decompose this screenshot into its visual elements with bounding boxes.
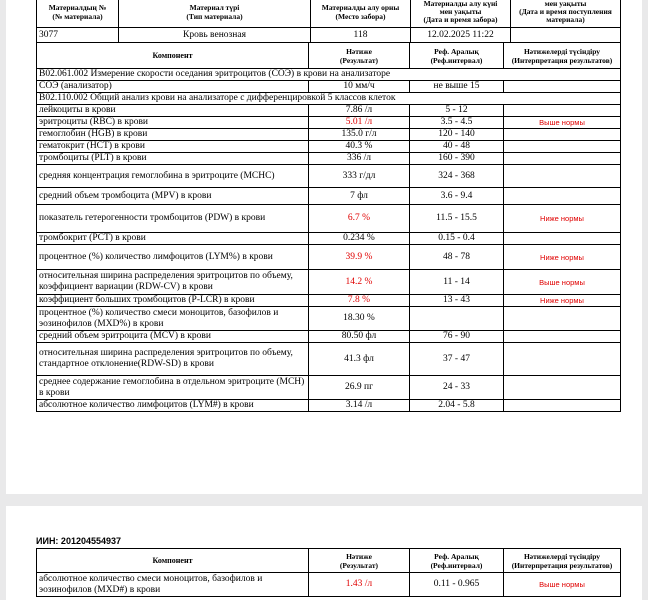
result-row: [37, 343, 621, 376]
component-name: показатель гетерогенности тромбоцитов (PDW) в крови: [37, 205, 309, 233]
result-row: [37, 233, 621, 245]
result-row: [37, 400, 621, 412]
sample-type: Кровь венозная: [119, 28, 311, 43]
result-row: [37, 295, 621, 307]
reference-range: 11.5 - 15.5: [410, 205, 504, 233]
interpretation-note: Ниже нормы: [504, 245, 621, 270]
result-row: [37, 270, 621, 295]
result-row: [37, 165, 621, 188]
report-page-2: [6, 506, 642, 600]
sample-number: 3077: [37, 28, 119, 43]
interpretation-note: [504, 331, 621, 343]
reference-range: [410, 307, 504, 331]
reference-range: 0.11 - 0.965: [410, 573, 504, 597]
result-row: [37, 573, 621, 597]
result-row: [37, 129, 621, 141]
component-name: тромбоциты (PLT) в крови: [37, 153, 309, 165]
interpretation-note: Ниже нормы: [504, 295, 621, 307]
results-table: [36, 42, 621, 412]
collection-time-header: Материалды алу күні мен уақыты (Дата и время забора): [411, 0, 511, 28]
result-value: 7 фл: [309, 188, 410, 205]
component-name: абсолютное количество смеси моноцитов, базофилов и эозинофилов (MXD#) в крови: [37, 573, 309, 597]
result-value: 14.2 %: [309, 270, 410, 295]
component-name: гемоглобин (HGB) в крови: [37, 129, 309, 141]
interp-header: Нәтижелерді түсіндіру (Интерпретация результатов): [504, 43, 621, 69]
interpretation-note: Выше нормы: [504, 573, 621, 597]
result-value: 135.0 г/л: [309, 129, 410, 141]
result-row: [37, 188, 621, 205]
result-row: [37, 105, 621, 117]
interpretation-note: [504, 141, 621, 153]
reference-range: 3.5 - 4.5: [410, 117, 504, 129]
result-row: [37, 376, 621, 400]
reference-range: 2.04 - 5.8: [410, 400, 504, 412]
interpretation-note: [504, 188, 621, 205]
ref-header: Реф. Аралық (Реф.интервал): [410, 43, 504, 69]
result-value: 40.3 %: [309, 141, 410, 153]
result-value: 336 /л: [309, 153, 410, 165]
result-row: [37, 141, 621, 153]
arrival-time-header: мен уақыты (Дата и время поступления материала): [511, 0, 621, 28]
section-title: B02.110.002 Общий анализ крови на анализаторе с дифференцировкой 5 классов клеток: [37, 93, 621, 105]
result-row: [37, 81, 621, 93]
result-value: 5.01 /л: [309, 117, 410, 129]
component-name: абсолютное количество лимфоцитов (LYM#) в крови: [37, 400, 309, 412]
component-name: средний объем эритроцита (MCV) в крови: [37, 331, 309, 343]
interpretation-note: [504, 376, 621, 400]
reference-range: 324 - 368: [410, 165, 504, 188]
component-name: лейкоциты в крови: [37, 105, 309, 117]
component-header: Компонент: [37, 43, 309, 69]
result-header: Нәтиже (Результат): [309, 43, 410, 69]
ref-header: Реф. Аралық (Реф.интервал): [410, 549, 504, 573]
result-value: 10 мм/ч: [309, 81, 410, 93]
interpretation-note: Выше нормы: [504, 117, 621, 129]
result-value: 3.14 /л: [309, 400, 410, 412]
result-value: 18.30 %: [309, 307, 410, 331]
report-page-1: [6, 0, 642, 494]
result-value: 0.234 %: [309, 233, 410, 245]
reference-range: не выше 15: [410, 81, 504, 93]
result-value: 1.43 /л: [309, 573, 410, 597]
reference-range: 24 - 33: [410, 376, 504, 400]
component-name: относительная ширина распределения эритроцитов по объему, коэффициент вариации (RDW-CV) в крови: [37, 270, 309, 295]
component-name: тромбокрит (PCT) в крови: [37, 233, 309, 245]
result-value: 39.9 %: [309, 245, 410, 270]
interpretation-note: [504, 343, 621, 376]
component-name: среднее содержание гемоглобина в отдельном эритроците (MCH) в крови: [37, 376, 309, 400]
result-row: [37, 245, 621, 270]
interpretation-note: [504, 129, 621, 141]
reference-range: 160 - 390: [410, 153, 504, 165]
reference-range: 11 - 14: [410, 270, 504, 295]
component-name: процентное (%) количество лимфоцитов (LYM%) в крови: [37, 245, 309, 270]
interpretation-note: [504, 105, 621, 117]
result-row: [37, 153, 621, 165]
result-value: 6.7 %: [309, 205, 410, 233]
component-name: СОЭ (анализатор): [37, 81, 309, 93]
result-value: 26.9 пг: [309, 376, 410, 400]
reference-range: 5 - 12: [410, 105, 504, 117]
interpretation-note: [504, 81, 621, 93]
interpretation-note: [504, 233, 621, 245]
interpretation-note: [504, 307, 621, 331]
result-value: 7.86 /л: [309, 105, 410, 117]
interpretation-note: [504, 400, 621, 412]
interpretation-note: Выше нормы: [504, 270, 621, 295]
interp-header: Нәтижелерді түсіндіру (Интерпретация результатов): [504, 549, 621, 573]
collection-place-header: Материалды алу орны (Место забора): [311, 0, 411, 28]
component-header: Компонент: [37, 549, 309, 573]
result-value: 80.50 фл: [309, 331, 410, 343]
sample-datetime: 12.02.2025 11:22: [411, 28, 511, 43]
reference-range: 48 - 78: [410, 245, 504, 270]
result-value: 333 г/дл: [309, 165, 410, 188]
reference-range: 0.15 - 0.4: [410, 233, 504, 245]
result-row: [37, 117, 621, 129]
interpretation-note: [504, 153, 621, 165]
result-row: [37, 205, 621, 233]
sample-place: 118: [311, 28, 411, 43]
section-row: [37, 93, 621, 105]
reference-range: 3.6 - 9.4: [410, 188, 504, 205]
component-name: эритроциты (RBC) в крови: [37, 117, 309, 129]
component-name: средняя концентрация гемоглобина в эритроците (MCHC): [37, 165, 309, 188]
reference-range: 37 - 47: [410, 343, 504, 376]
component-name: относительная ширина распределения эритроцитов по объему, стандартное отклонение(RDW-SD) в крови: [37, 343, 309, 376]
component-name: гематокрит (HCT) в крови: [37, 141, 309, 153]
result-value: 7.8 %: [309, 295, 410, 307]
result-value: 41.3 фл: [309, 343, 410, 376]
section-title: B02.061.002 Измерение скорости оседания эритроцитов (СОЭ) в крови на анализаторе: [37, 69, 621, 81]
iin-label: ИИН: 201204554937: [36, 536, 121, 546]
component-name: средний объем тромбоцита (MPV) в крови: [37, 188, 309, 205]
interpretation-note: [504, 165, 621, 188]
component-name: процентное (%) количество смеси моноцитов, базофилов и эозинофилов (MXD%) в крови: [37, 307, 309, 331]
reference-range: 120 - 140: [410, 129, 504, 141]
interpretation-note: Ниже нормы: [504, 205, 621, 233]
results-table-page-2: [36, 548, 621, 597]
reference-range: 76 - 90: [410, 331, 504, 343]
reference-range: 13 - 43: [410, 295, 504, 307]
component-name: коэффициент больших тромбоцитов (P-LCR) в крови: [37, 295, 309, 307]
result-header: Нәтиже (Результат): [309, 549, 410, 573]
section-row: [37, 69, 621, 81]
sample-info-table: [36, 0, 621, 43]
material-number-header: Материалдың № (№ материала): [37, 0, 119, 28]
result-row: [37, 307, 621, 331]
material-type-header: Материал түрі (Тип материала): [119, 0, 311, 28]
reference-range: 40 - 48: [410, 141, 504, 153]
result-row: [37, 331, 621, 343]
sample-arrival: [511, 28, 621, 43]
